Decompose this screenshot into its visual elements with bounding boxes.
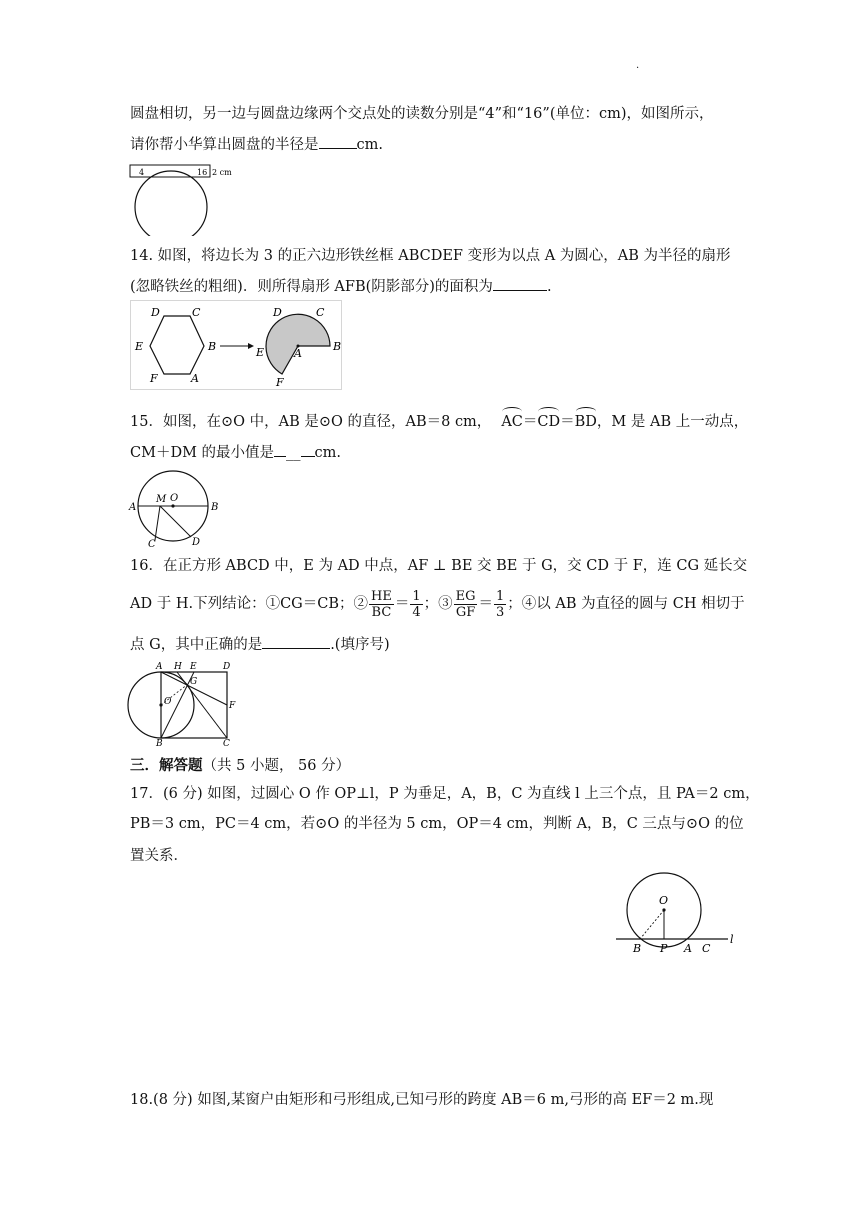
q16-frac4-num: 1 [495,588,505,604]
q16-eq-b: ＝ [478,596,493,612]
section-3-heading [130,756,350,776]
q13-prompt: 请你帮小华算出圆盘的半径是 [130,137,319,153]
q17-label-l: l [730,933,734,946]
q18-line-1: 18.(8 分) 如图,某窗户由矩形和弓形组成,已知弓形的跨度 AB＝6 m,弓形的高 EF＝2 m.现 [130,1092,714,1108]
q15-prompt: CM＋DM 的最小值是 [130,445,275,461]
q15-eq-2: ＝ [560,414,575,430]
q14-answer-blank[interactable] [493,276,547,291]
q13-unit: cm. [356,137,383,153]
q16-eq-a: ＝ [394,596,410,612]
q14-hex-A: A [191,372,199,385]
q14-hex-F: F [150,372,158,385]
section-3-title: 三．解答题 [130,757,203,774]
q13-answer-blank[interactable] [319,134,357,149]
q16-frac3-num: EG [455,588,476,604]
q14-hex-C: C [192,306,201,319]
q14-prompt: (忽略铁丝的粗细)．则所得扇形 AFB(阴影部分)的面积为 [130,279,493,295]
q16-frac1-den: BC [371,604,392,620]
section-3-note: （共 5 小题， 56 分） [202,758,351,774]
q17-label-C: C [702,942,711,955]
q16-answer-blank[interactable] [262,634,330,649]
q16-text-c: ；④以 AB 为直径的圆与 CH 相切于 [507,596,745,612]
q15-label-B: B [211,502,219,513]
q16-label-F: F [229,701,236,711]
q15-line-2 [130,442,341,463]
q17-line-1: 17．(6 分) 如图，过圆心 O 作 OP⊥l，P 为垂足，A，B，C 为直线 l 上三个点，且 PA＝2 cm， [130,786,760,802]
q15-text-b: ，M 是 AB 上一动点， [596,414,749,430]
q16-prompt: 点 G，其中正确的是 [130,637,263,653]
q16-text-b: ；③ [423,596,453,612]
q16-line-2 [130,588,745,620]
q16-label-C: C [223,739,230,746]
q14-sector-B: B [333,340,342,353]
q16-label-G: G [190,677,198,687]
q16-frac4-den: 3 [495,604,505,620]
q17-line-3: 置关系． [130,848,188,864]
q14-sector-C: C [316,306,325,319]
q15-eq-1: ＝ [522,414,538,430]
q16-label-D: D [223,662,231,672]
q16-frac1-num: HE [371,588,392,604]
q15-answer-blank-2[interactable] [301,442,315,457]
q13-line-2 [130,134,383,155]
q15-answer-blank-1[interactable] [274,442,286,457]
q14-hex-D: D [151,306,160,319]
q15-label-A: A [129,502,137,513]
q17-label-A: A [684,942,692,955]
q14-hex-E: E [135,340,144,353]
q16-label-A: A [156,662,163,672]
q14-sector-A: A [294,347,302,360]
q14-hex-B: B [208,340,217,353]
q15-arc-cd: CD [537,414,561,430]
q16-square-figure [126,660,236,746]
q14-sector-E: E [256,346,265,359]
q15-arc-bd: BD [574,414,597,430]
q14-hexagon-sector-figure [130,300,342,390]
q16-line-3 [130,634,390,655]
q14-end: . [546,279,552,295]
q16-fraction-eg-gf [454,589,478,620]
q13-label-16: 16 [197,168,208,177]
q17-line-2: PB＝3 cm，PC＝4 cm，若⊙O 的半径为 5 cm，OP＝4 cm，判断 A，B，C 三点与⊙O 的位 [130,816,744,832]
q13-ruler-disc-figure [128,160,238,236]
q17-label-O: O [659,894,669,907]
q16-label-B: B [156,739,163,746]
q16-frac3-den: GF [455,604,476,620]
q15-label-M: M [156,494,167,505]
q15-line-1 [130,412,748,432]
q16-end: .(填序号) [330,637,390,653]
q15-label-C: C [148,539,156,548]
corner-mark: . [636,60,640,71]
q15-arc-ac: AC [501,414,523,430]
q13-line-1: 圆盘相切，另一边与圆盘边缘两个交点处的读数分别是“4”和“16”(单位：cm)，如图所示， [130,106,714,122]
q17-label-B: B [633,942,642,955]
q13-label-4: 4 [139,168,145,177]
q16-text-a: AD 于 H.下列结论：①CG＝CB；② [130,596,368,612]
q14-line-2 [130,276,552,297]
q16-label-E: E [190,662,197,672]
q16-frac2-num: 1 [412,588,421,604]
q16-fraction-he-bc [369,589,394,620]
q14-sector-F: F [276,376,284,389]
q16-frac2-den: 4 [412,604,421,620]
q16-label-H: H [174,662,182,672]
q15-unit: cm. [314,445,342,461]
q13-label-width: 2 cm [212,168,232,177]
q15-text-a: 15．如图，在⊙O 中，AB 是⊙O 的直径，AB＝8 cm， [130,414,492,430]
q16-fraction-1-4 [410,589,422,620]
q16-fraction-1-3 [494,589,506,620]
q14-line-1: 14. 如图，将边长为 3 的正六边形铁丝框 ABCDEF 变形为以点 A 为圆心，AB 为半径的扇形 [130,248,731,264]
q15-circle-figure [128,468,228,548]
q16-label-O: O [164,697,172,707]
q17-circle-line-figure [612,872,742,956]
q15-label-O: O [170,493,179,504]
q15-answer-blank-mid: __ [286,445,301,461]
q14-sector-D: D [273,306,282,319]
q17-label-P: P [660,942,668,955]
q16-line-1: 16．在正方形 ABCD 中，E 为 AD 中点，AF ⊥ BE 交 BE 于 G，交 CD 于 F，连 CG 延长交 [130,558,748,574]
q15-label-D: D [192,537,201,548]
